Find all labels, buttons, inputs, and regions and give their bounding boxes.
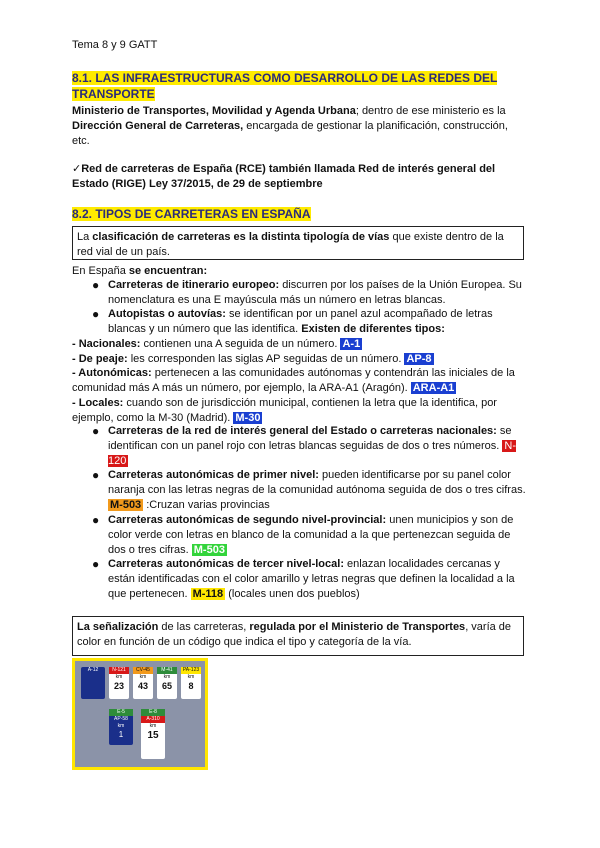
sign-tercer-nivel: PA-123 km 8: [181, 667, 201, 699]
tipo-autonomicas: - Autonómicas: pertenecen a las comunidades autónomas y contendrán las iniciales de la comunidad más A más un número, por ejemplo, la ARA-A1 (Aragón). ARA-A1: [72, 367, 515, 394]
road-tag-m30: M-30: [235, 412, 261, 424]
ministerio-paragraph: Ministerio de Transportes, Movilidad y Agenda Urbana; dentro de ese ministerio es la Dirección General de Carreteras, encargada de gestionar la planificación, construcción, etc.: [72, 105, 508, 147]
document-header: Tema 8 y 9 GATT: [72, 39, 158, 51]
sign-autovia: A-12: [81, 667, 105, 699]
road-tag-m503-orange: M-503: [110, 499, 142, 511]
section-title-8-1: 8.1. LAS INFRAESTRUCTURAS COMO DESARROLLO DE LAS REDES DEL TRANSPORTE: [72, 71, 498, 101]
clasificacion-box: La clasificación de carreteras es la distinta tipología de vías que existe dentro de la red vial de un país.: [72, 226, 524, 260]
road-tag-m118: M-118: [192, 588, 224, 600]
bullet-red-interes-general: ● Carreteras de la red de interés general del Estado o carreteras nacionales: se identifican con un panel rojo con letras blancas seguidas de dos o tres números. N-120: [92, 424, 517, 467]
bullet-primer-nivel: ● Carreteras autonómicas de primer nivel: pueden identificarse por su panel color naranja con las letras negras de la comunidad autónoma seguida de dos o tres cifras. M-503 :Cruzan varias provincias: [92, 468, 526, 511]
tipo-peaje: - De peaje: les corresponden las siglas AP seguidas de un número. AP-8: [72, 353, 432, 365]
road-tag-m503-green: M-503: [193, 544, 225, 556]
bullet-itinerario-europeo: ● Carreteras de itinerario europeo: discurren por los países de la Unión Europea. Su nomenclatura es una E mayúscula más un número en letras blancas.: [92, 278, 522, 306]
intro-line: En España se encuentran:: [72, 265, 208, 277]
bullet-autopistas: ● Autopistas o autovías: se identifican por un panel azul acompañado de letras blancas y un número que las identifica. Existen de diferentes tipos:: [92, 307, 493, 335]
road-tag-ap8: AP-8: [406, 353, 432, 365]
road-tag-n120: N-120: [108, 440, 517, 467]
tipo-locales: - Locales: cuando son de jurisdicción municipal, contienen la letra que la identifica, por ejemplo, como la M-30 (Madrid). M-30: [72, 397, 497, 424]
bullet-tercer-nivel: ● Carreteras autonómicas de tercer nivel-local: enlazan localidades cercanas y están identificadas con el color amarillo y letras negras que definen la localidad a la que pertenecen. M-118 (locales unen dos pueblos): [92, 557, 515, 600]
sign-nacional: N-121 km 23: [109, 667, 129, 699]
road-tag-a1: A-1: [342, 338, 361, 350]
sign-primer-nivel: CV-45 km 43: [133, 667, 153, 699]
tipo-nacionales: - Nacionales: contienen una A seguida de un número. A-1: [72, 338, 361, 350]
senalizacion-box: La señalización de las carreteras, regulada por el Ministerio de Transportes, varía de color en función de un código que indica el tipo y categoría de la vía.: [72, 616, 524, 656]
section-title-8-2: 8.2. TIPOS DE CARRETERAS EN ESPAÑA: [72, 207, 311, 221]
bullet-segundo-nivel: ● Carreteras autonómicas de segundo nivel-provincial: unen municipios y son de color verde con letras en blanco de la comunidad a la que pertenezcan seguida de dos o tres cifras. M-503: [92, 513, 514, 556]
sign-segundo-nivel: M-41 km 65: [157, 667, 177, 699]
road-signs-photo: [72, 658, 208, 770]
sign-europeo: E-5 AP-58 km 1: [109, 709, 133, 745]
sign-europeo-km: E-8 A-310 km 15: [141, 709, 165, 759]
rce-paragraph: ✓Red de carreteras de España (RCE) también llamada Red de interés general del Estado (RIGE) Ley 37/2015, de 29 de septiembre: [72, 163, 496, 190]
road-tag-ara-a1: ARA-A1: [412, 382, 455, 394]
